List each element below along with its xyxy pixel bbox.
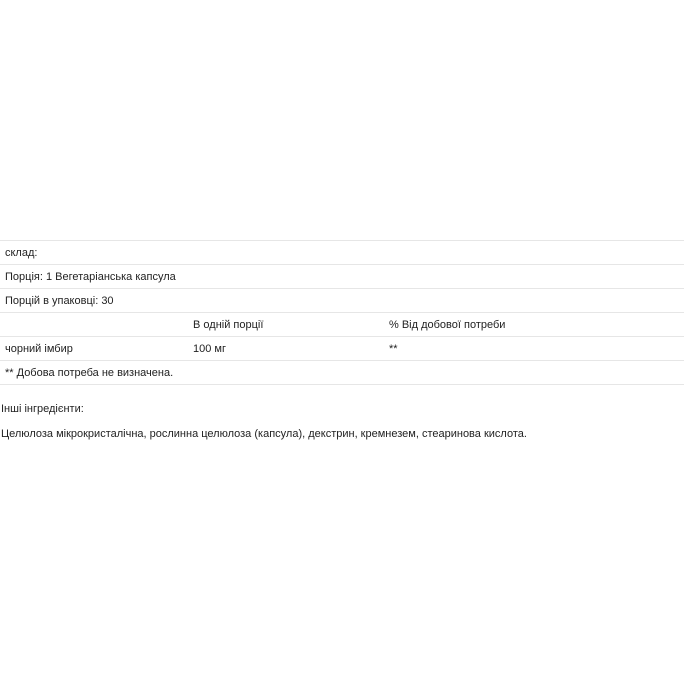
table-row (0, 337, 684, 361)
servings-per-container-row (0, 289, 684, 313)
facts-heading: склад: (5, 247, 38, 259)
facts-heading-row (0, 241, 684, 265)
servings-per-container: Порцій в упаковці: 30 (5, 295, 114, 307)
footnote-row (0, 361, 684, 385)
column-header-daily-value: % Від добової потреби (389, 319, 506, 331)
other-ingredients-text: Целюлоза мікрокристалічна, рослинна целюлоза (капсула), декстрин, кремнезем, стеаринова кислота. (1, 428, 527, 440)
column-header-row (0, 313, 684, 337)
supplement-facts-table (0, 240, 684, 385)
column-header-amount: В одній порції (193, 319, 264, 331)
ingredient-amount: 100 мг (193, 343, 226, 355)
ingredient-name: чорний імбир (5, 343, 73, 355)
serving-size-row (0, 265, 684, 289)
ingredient-daily-value: ** (389, 343, 398, 355)
other-ingredients-title: Інші інгредієнти: (1, 403, 84, 415)
footnote: ** Добова потреба не визначена. (5, 367, 174, 379)
serving-size: Порція: 1 Вегетаріанська капсула (5, 271, 176, 283)
